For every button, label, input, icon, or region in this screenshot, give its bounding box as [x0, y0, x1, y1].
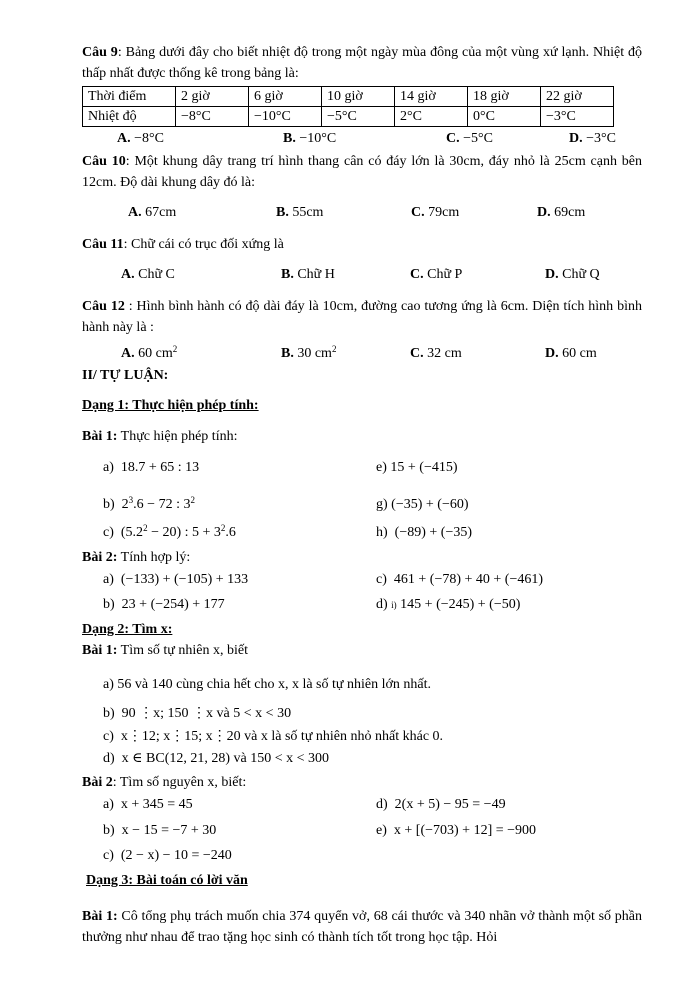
option-c[interactable]: C. 79cm [411, 205, 460, 220]
table-cell: 18 giờ [468, 87, 541, 107]
exercise-item: b) 23 + (−254) + 177 [103, 597, 225, 612]
option-d[interactable]: D. 69cm [537, 205, 586, 220]
table-cell: −3°C [541, 107, 614, 127]
option-c[interactable]: C. Chữ P [410, 267, 463, 282]
exercise-item: c) (2 − x) − 10 = −240 [103, 848, 232, 863]
option-b[interactable]: B. Chữ H [281, 267, 335, 282]
exercise-item: b) x − 15 = −7 + 30 [103, 823, 217, 838]
table-cell: Thời điểm [83, 87, 176, 107]
option-c[interactable]: C. −5°C [446, 131, 493, 146]
exercise-item: c) x⋮12; x⋮15; x⋮20 và x là số tự nhiên nhỏ nhất khác 0. [103, 729, 444, 744]
question-text: : Hình bình hành có độ dài đáy là 10cm, đường cao tương ứng là 6cm. Diện tích hình bình hành này là : [82, 299, 642, 335]
option-a[interactable]: A. 67cm [128, 205, 177, 220]
table-cell: 6 giờ [249, 87, 322, 107]
table-row [83, 87, 614, 107]
option-b[interactable]: B. 55cm [276, 205, 324, 220]
option-d[interactable]: D. Chữ Q [545, 267, 600, 282]
table-cell: −10°C [249, 107, 322, 127]
question-text: : Chữ cái có trục đối xứng là [123, 237, 284, 252]
section-title: II/ TỰ LUẬN: [82, 368, 169, 383]
table-cell: 2°C [395, 107, 468, 127]
question-label: Câu 9 [82, 45, 118, 60]
exercise-item: a) (−133) + (−105) + 133 [103, 572, 249, 587]
table-cell: 10 giờ [322, 87, 395, 107]
exercise-paragraph: Bài 1: Cô tổng phụ trách muốn chia 374 quyển vở, 68 cái thước và 340 nhãn vở thành một số phần thưởng như nhau để trao tặng học sinh có thành tích tốt trong học tập. Hỏi [82, 909, 643, 945]
exercise-item: h) (−89) + (−35) [376, 525, 473, 540]
option-c[interactable]: C. 32 cm [410, 346, 462, 361]
section-heading: Dạng 2: Tìm x: [82, 622, 173, 637]
exercise-item: e) 15 + (−415) [376, 460, 458, 475]
table-cell: 22 giờ [541, 87, 614, 107]
question-9 [82, 42, 642, 84]
table-cell: 14 giờ [395, 87, 468, 107]
exercise-title: Bài 2: Tìm số nguyên x, biết: [82, 775, 247, 790]
section-heading: Dạng 1: Thực hiện phép tính: [82, 398, 259, 413]
question-10 [82, 151, 642, 193]
table-cell: 2 giờ [176, 87, 249, 107]
question-text: : Bảng dưới đây cho biết nhiệt độ trong một ngày mùa đông của một vùng xứ lạnh. Nhiệt độ thấp nhất được thống kê trong bảng là: [82, 45, 642, 81]
section-heading: Dạng 3: Bài toán có lời văn [86, 873, 248, 888]
question-label: Câu 12 [82, 299, 129, 314]
table-cell: −8°C [176, 107, 249, 127]
option-d[interactable]: D. −3°C [569, 131, 616, 146]
option-a[interactable]: A. −8°C [117, 131, 164, 146]
question-text: : Một khung dây trang trí hình thang cân có đáy lớn là 30cm, đáy nhỏ là 25cm cạnh bên 12cm. Độ dài khung dây đó là: [82, 154, 642, 190]
exercise-item: e) x + [(−703) + 12] = −900 [376, 823, 537, 838]
exercise-item: d) x ∈ BC(12, 21, 28) và 150 < x < 300 [103, 751, 330, 766]
question-11 [82, 234, 642, 255]
exercise-item: a) 56 và 140 cùng chia hết cho x, x là số tự nhiên lớn nhất. [103, 677, 431, 692]
option-a[interactable]: A. Chữ C [121, 267, 175, 282]
option-b[interactable]: B. −10°C [283, 131, 337, 146]
question-label: Câu 11 [82, 237, 124, 252]
question-12 [82, 296, 642, 338]
table-row [83, 107, 614, 127]
exercise-title: Bài 1: Thực hiện phép tính: [82, 429, 238, 444]
exercise-item: b) 90 ⋮x; 150 ⋮x và 5 < x < 30 [103, 706, 292, 721]
table-cell: 0°C [468, 107, 541, 127]
exercise-item: c) $(5.2^2 - 20)$ : $5 + 3^2.6$ [103, 523, 236, 540]
exercise-item: c) 461 + (−78) + 40 + (−461) [376, 572, 544, 587]
option-a[interactable]: A. 60 $cm^2$ [121, 344, 178, 361]
exercise-title: Bài 2: Tính hợp lý: [82, 550, 191, 565]
exercise-item: g) (−35) + (−60) [376, 497, 469, 512]
exercise-item: d) i) 145 + (−245) + (−50) [376, 597, 521, 612]
question-label: Câu 10 [82, 154, 126, 169]
exercise-item: d) 2(x + 5) − 95 = −49 [376, 797, 506, 812]
table-cell: −5°C [322, 107, 395, 127]
option-d[interactable]: D. 60 cm [545, 346, 597, 361]
exercise-item: b) $2^3.6 - 72$ : $3^2$ [103, 495, 195, 512]
exercise-item: a) 18.7 + 65 : 13 [103, 460, 200, 475]
exercise-title: Bài 1: Tìm số tự nhiên x, biết [82, 643, 248, 658]
temperature-table [82, 86, 614, 127]
exercise-item: a) x + 345 = 45 [103, 797, 193, 812]
option-b[interactable]: B. 30 $cm^2$ [281, 344, 337, 361]
table-cell: Nhiệt độ [83, 107, 176, 127]
